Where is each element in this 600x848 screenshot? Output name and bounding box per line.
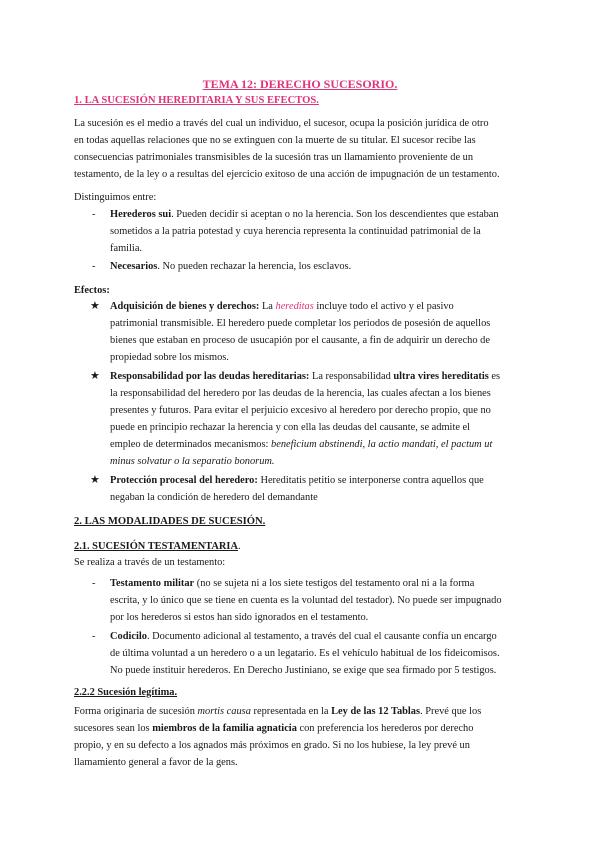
efecto-1-term: Adquisición de bienes y derechos: — [110, 301, 260, 312]
subsection-2-1-dot: . — [237, 541, 241, 552]
legitima-line-2 — [74, 720, 473, 737]
efecto-3-term: Protección procesal del heredero: — [110, 475, 258, 486]
herederos-sui-line-3: familia. — [110, 243, 143, 254]
herederos-sui-term: Herederos sui — [110, 209, 172, 220]
efecto-2-line-4: puede en principio rechazar la herencia y con ella las deudas del causante, se admite el — [110, 422, 471, 433]
section-2-heading: 2. LAS MODALIDADES DE SUCESIÓN. — [74, 516, 266, 527]
intro-line-2: en todas aquellas relaciones que no se extinguen con la muerte de su titular. El sucesor recibe las — [74, 135, 476, 146]
necesarios-text: . No pueden rechazar la herencia, los esclavos. — [157, 261, 352, 272]
militar-line-2: escrita, y lo único que se tiene en cuenta es la voluntad del testador). No puede ser impugnado — [110, 595, 502, 606]
militar-text: (no se sujeta ni a los siete testigos del testamento oral ni a la forma — [194, 578, 475, 589]
efecto-3-line-2: negaban la condición de heredero del demandante — [110, 492, 318, 503]
efecto-2-rest: es — [488, 371, 501, 382]
efecto-1-rest: incluye todo el activo y el pasivo — [313, 301, 454, 312]
legitima-pre: Forma originaria de sucesión — [74, 706, 198, 717]
legitima-rest: . Prevé que los — [420, 706, 482, 717]
efecto-1-line-3: bienes que estaban en proceso de usucapión por el causante, a fin de adquirir un derecho de — [110, 335, 490, 346]
page-title: TEMA 12: DERECHO SUCESORIO. — [202, 77, 398, 91]
codicilo-text: . Documento adicional al testamento, a través del cual el causante confía un encargo — [146, 631, 497, 642]
efecto-1-line-2: patrimonial transmisible. El heredero puede completar los periodos de posesión de aquellos — [110, 318, 491, 329]
star-icon: ★ — [90, 370, 100, 382]
necesarios-term: Necesarios — [110, 261, 158, 272]
intro-line-3: consecuencias patrimoniales transmisibles de la sucesión tras un llamamiento proveniente de un — [74, 152, 474, 163]
efecto-3-line-1 — [110, 472, 484, 489]
efecto-1-line-1 — [110, 298, 454, 315]
intro-line-4: testamento, de la ley o a resultas del ejercicio exitoso de una acción de impugnación de un testamento. — [74, 169, 500, 180]
herederos-sui-line-1 — [110, 206, 499, 223]
codicilo-line-1 — [110, 628, 497, 645]
legitima-mid: representada en la — [250, 706, 332, 717]
efecto-2-line-1 — [110, 368, 500, 385]
militar-line-1 — [110, 575, 474, 592]
subsection-2-1-title: 2.1. SUCESIÓN TESTAMENTARIA — [74, 541, 238, 552]
bullet-dash: - — [92, 578, 96, 589]
efecto-2-line-5-text: empleo de determinados mecanismos: — [110, 439, 272, 450]
codicilo-line-2: de última voluntad a un heredero o a un legatario. Es el vehículo habitual de los fideicomisos. — [110, 648, 500, 659]
legitima-line-4: llamamiento general a favor de la gens. — [74, 757, 238, 768]
star-icon: ★ — [90, 300, 100, 312]
codicilo-line-3: No puede instituir herederos. En Derecho Justiniano, se exige que sea firmado por 5 testigos. — [110, 665, 497, 676]
efecto-2-line-6: minus solvatur o la separatio bonorum. — [110, 456, 275, 467]
efecto-2-line-3: presentes y futuros. Para evitar el perjuicio excesivo al heredero por derecho propio, que no — [110, 405, 491, 416]
necesarios-line — [110, 258, 351, 275]
subsection-2-1-heading — [74, 538, 241, 555]
mechanisms-italic: beneficium abstinendi, la actio mandati, el pactum ut — [271, 439, 493, 450]
efecto-2-term: Responsabilidad por las deudas hereditarias: — [110, 371, 310, 382]
ley-12-tablas-term: Ley de las 12 Tablas — [331, 706, 421, 717]
herederos-sui-line-2: sometidos a la patria potestad y cuya herencia representa la continuidad patrimonial de la — [110, 226, 481, 237]
codicilo-term: Codicilo — [110, 631, 147, 642]
distinguish-label: Distinguimos entre: — [74, 192, 157, 203]
militar-term: Testamento militar — [110, 578, 195, 589]
efecto-3-rest: Hereditatis petitio se interponerse contra aquellos que — [257, 475, 484, 486]
efecto-2-line-2: la responsabilidad del heredero por las deudas de la herencia, las cuales afectan a los bienes — [110, 388, 491, 399]
bullet-dash: - — [92, 631, 96, 642]
hereditas-term: hereditas — [275, 301, 314, 312]
legitima-line-1 — [74, 703, 481, 720]
intro-line-1: La sucesión es el medio a través del cual un individuo, el sucesor, ocupa la posición jurídica de otro — [74, 118, 489, 129]
star-icon: ★ — [90, 474, 100, 486]
militar-line-3: por los herederos si estos han sido ignorados en el testamento. — [110, 612, 369, 623]
legitima-line-2-end: con preferencia los herederos por derecho — [296, 723, 474, 734]
section-1-heading: 1. LA SUCESIÓN HEREDITARIA Y SUS EFECTOS. — [74, 95, 319, 106]
efecto-2-pre: La responsabilidad — [309, 371, 394, 382]
legitima-line-2-start: sucesores sean los — [74, 723, 153, 734]
familia-agnaticia-term: miembros de la familia agnaticia — [152, 723, 297, 734]
herederos-sui-text: . Pueden decidir si aceptan o no la herencia. Son los descendientes que estaban — [171, 209, 499, 220]
section-2-intro: Se realiza a través de un testamento: — [74, 557, 226, 568]
legitima-line-3: propio, y en su defecto a los agnados más próximos en grado. Si no los hubiese, la ley prevé un — [74, 740, 470, 751]
bullet-dash: - — [92, 261, 96, 272]
efectos-label: Efectos: — [74, 285, 110, 296]
ultra-vires-term: ultra vires hereditatis — [393, 371, 489, 382]
mortis-causa-term: mortis causa — [197, 706, 251, 717]
subsection-2-2-heading: 2.2.2 Sucesión legítima. — [74, 687, 178, 698]
efecto-1-pre: La — [259, 301, 276, 312]
bullet-dash: - — [92, 209, 96, 220]
efecto-1-line-4: propiedad sobre los mismos. — [110, 352, 229, 363]
efecto-2-line-5 — [110, 436, 492, 453]
